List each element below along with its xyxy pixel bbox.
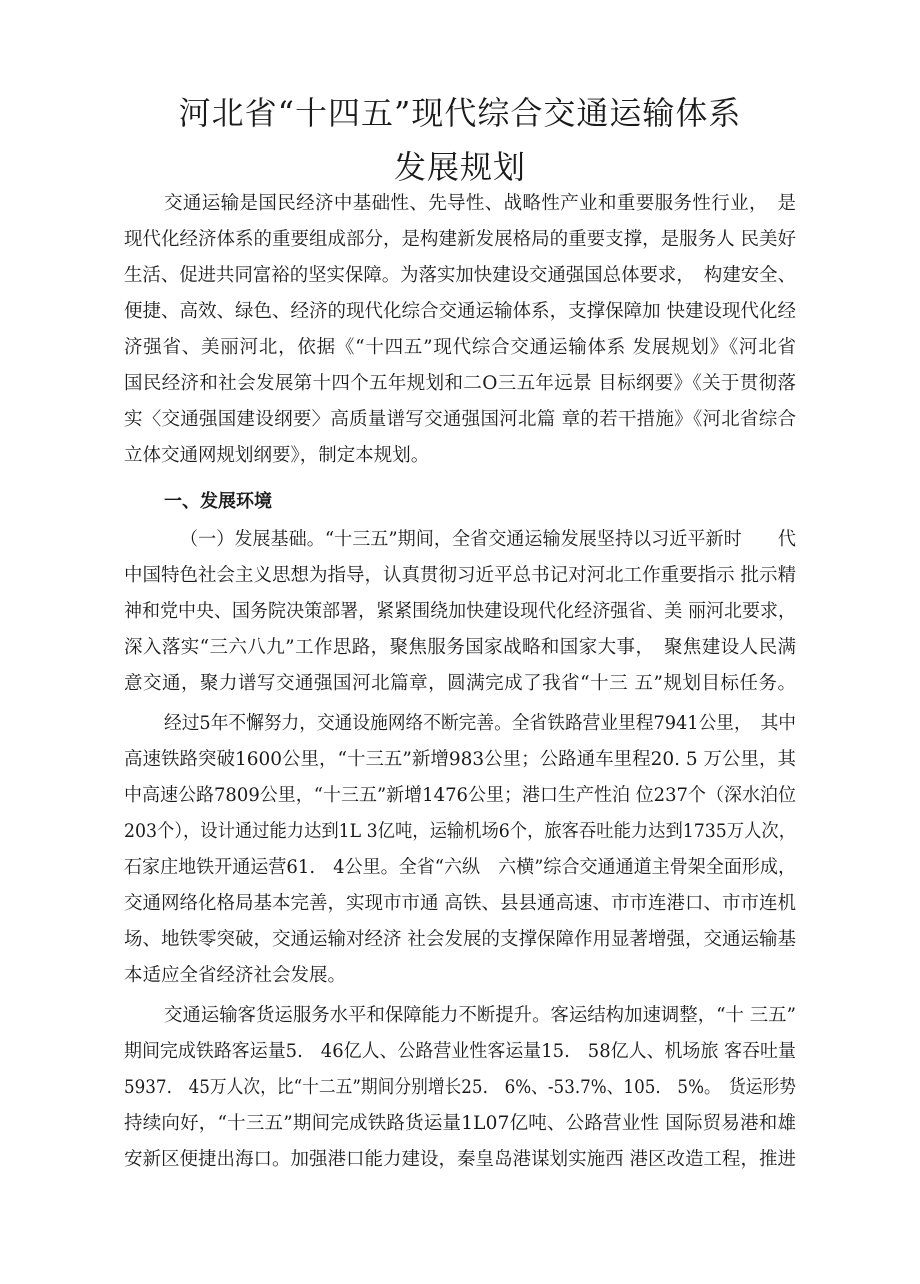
paragraph-line: 实〈交通强国建设纲要〉高质量谱写交通强国河北篇 章的若干措施》《河北省综合: [124, 409, 797, 430]
paragraph-line: 期间完成铁路客运量5. 46亿人、公路营业性客运量15. 58亿人、机场旅 客吞吐量: [124, 1041, 796, 1062]
paragraph-line: 持续向好，“十三五”期间完成铁路货运量1L07亿吨、公路营业性 国际贸易港和雄: [124, 1113, 797, 1134]
section-heading: 一、发展环境: [164, 491, 272, 512]
paragraph-line: 5937. 45万人次，比“十二五”期间分别增长25. 6%、-53.7%、105. 5%。 货运形势: [124, 1077, 796, 1098]
paragraph-line: 立体交通网规划纲要》，制定本规划。: [124, 445, 430, 466]
paragraph-line: 中国特色社会主义思想为指导，认真贯彻习近平总书记对河北工作重要指示 批示精: [124, 565, 796, 586]
paragraph-line: 神和党中央、国务院决策部署，紧紧围绕加快建设现代化经济强省、美 丽河北要求，: [124, 601, 796, 622]
document-title-line-1: 河北省“十四五”现代综合交通运输体系: [178, 94, 742, 132]
paragraph-line: （一）发展基础。“十三五”期间，全省交通运输发展坚持以习近平新时 代: [180, 529, 796, 550]
paragraph-line: 安新区便捷出海口。加强港口能力建设，秦皇岛港谋划实施西 港区改造工程，推进: [124, 1149, 796, 1170]
paragraph-line: 生活、促进共同富裕的坚实保障。为落实加快建设交通强国总体要求， 构建安全、: [124, 265, 796, 286]
paragraph-line: 经过5年不懈努力，交通设施网络不断完善。全省铁路营业里程7941公里， 其中: [164, 713, 796, 734]
paragraph-line: 深入落实“三六八九”工作思路，聚焦服务国家战略和国家大事， 聚焦建设人民满: [124, 637, 797, 658]
paragraph-line: 203个），设计通过能力达到1L 3亿吨，运输机场6个，旅客吞吐能力达到1735万人次，: [124, 821, 796, 842]
paragraph-line: 交通运输客货运服务水平和保障能力不断提升。客运结构加速调整，“十 三五”: [164, 1005, 796, 1026]
paragraph-line: 交通网络化格局基本完善，实现市市通 高铁、县县通高速、市市连港口、市市连机: [124, 893, 796, 914]
document-title-line-2: 发展规划: [393, 148, 526, 186]
paragraph-line: 交通运输是国民经济中基础性、先导性、战略性产业和重要服务性行业， 是: [164, 193, 797, 214]
paragraph-line: 国民经济和社会发展第十四个五年规划和二O三五年远景 目标纲要》《关于贯彻落: [124, 373, 797, 394]
paragraph-line: 场、地铁零突破，交通运输对经济 社会发展的支撑保障作用显著增强，交通运输基: [124, 929, 796, 950]
paragraph-line: 意交通，聚力谱写交通强国河北篇章，圆满完成了我省“十三 五”规划目标任务。: [124, 673, 797, 694]
paragraph-line: 高速铁路突破1600公里，“十三五”新增983公里；公路通车里程20. 5 万公里，其: [124, 749, 796, 770]
paragraph-line: 现代化经济体系的重要组成部分，是构建新发展格局的重要支撑，是服务人 民美好: [124, 229, 796, 250]
paragraph-line: 便捷、高效、绿色、经济的现代化综合交通运输体系，支撑保障加 快建设现代化经: [124, 301, 796, 322]
paragraph-line: 石家庄地铁开通运营61. 4公里。全省“六纵 六横”综合交通通道主骨架全面形成，: [124, 857, 796, 878]
paragraph-line: 中高速公路7809公里，“十三五”新增1476公里；港口生产性泊 位237个（深水泊位: [124, 785, 796, 806]
paragraph-line: 本适应全省经济社会发展。: [124, 965, 347, 986]
paragraph-line: 济强省、美丽河北，依据《“十四五”现代综合交通运输体系 发展规划》《河北省: [124, 337, 797, 358]
